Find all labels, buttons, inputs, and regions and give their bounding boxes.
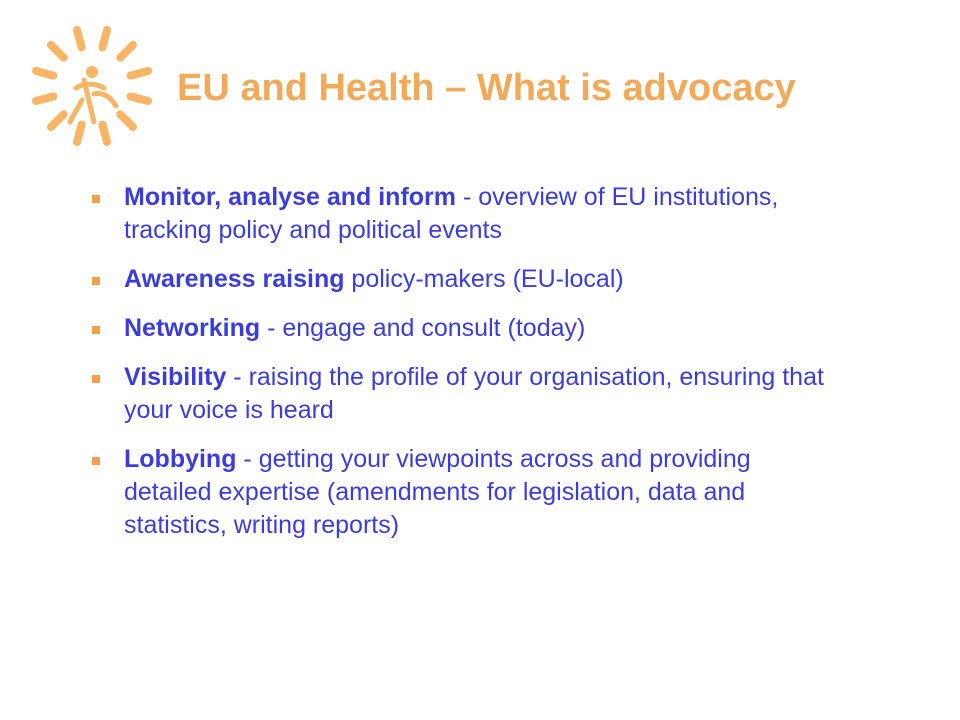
sun-ray (77, 30, 82, 47)
bullet-list (0, 181, 960, 558)
bullet-item-monitor (0, 181, 960, 247)
bullet-square-icon (92, 326, 100, 334)
sun-ray (102, 30, 107, 47)
sun-ray (51, 45, 64, 58)
bullet-item-lobbying (0, 443, 960, 542)
bullet-heading: Networking (124, 314, 261, 342)
bullet-item-awareness (0, 263, 960, 296)
sun-ray (120, 114, 133, 127)
sun-logo-svg (28, 22, 156, 150)
figure-head (86, 66, 98, 78)
bullet-text: policy-makers (EU-local) (344, 265, 624, 293)
sun-ray (102, 125, 107, 142)
bullet-item-visibility (0, 361, 960, 427)
bullet-heading: Awareness raising (124, 265, 345, 293)
sun-ray (131, 96, 148, 101)
bullet-text: - raising the profile of your organisation, ensuring that your voice is heard (124, 363, 824, 424)
sun-ray (120, 45, 133, 58)
bullet-text: - overview of EU institutions, tracking policy and political events (124, 183, 779, 244)
sun-logo-icon (28, 22, 156, 150)
bullet-text: - getting your viewpoints across and providing detailed expertise (amendments for legislation, data and statistics, writing reports) (124, 445, 751, 539)
figure-glyph (70, 80, 116, 122)
slide-title: EU and Health – What is advocacy (177, 67, 796, 109)
bullet-heading: Lobbying (124, 445, 237, 473)
sun-ray (36, 71, 53, 76)
bullet-square-icon (92, 277, 100, 285)
bullet-heading: Monitor, analyse and inform (124, 183, 456, 211)
bullet-square-icon (92, 195, 100, 203)
bullet-square-icon (92, 457, 100, 465)
bullet-text: - engage and consult (today) (260, 314, 586, 342)
bullet-square-icon (92, 375, 100, 383)
sun-ray (51, 114, 64, 127)
sun-ray (131, 71, 148, 76)
sun-ray (36, 96, 53, 101)
sun-ray (77, 125, 82, 142)
bullet-item-networking (0, 312, 960, 345)
bullet-heading: Visibility (124, 363, 227, 391)
